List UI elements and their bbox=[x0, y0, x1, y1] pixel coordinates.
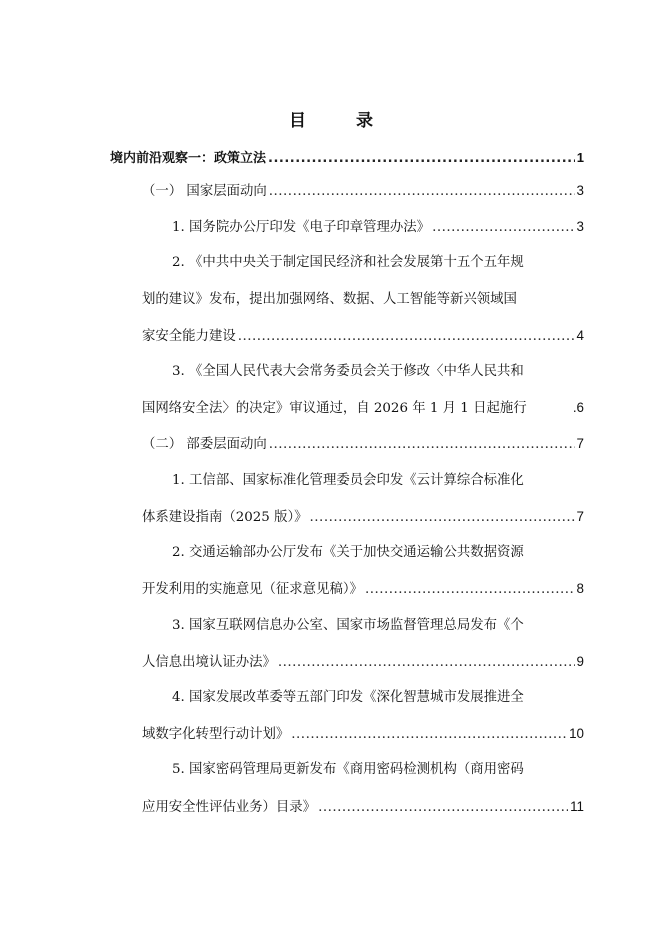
toc-page-number: 11 bbox=[570, 799, 584, 814]
toc-entry-item5-line1[interactable]: 2. 交通运输部办公厅发布《关于加快交通运输公共数据资源 bbox=[172, 545, 524, 560]
toc-entry-item8-line1[interactable]: 5. 国家密码管理局更新发布《商用密码检测机构（商用密码 bbox=[172, 762, 524, 777]
toc-leader-dots bbox=[269, 435, 575, 455]
toc-entry-label: 域数字化转型行动计划》 bbox=[142, 727, 290, 742]
toc-page-number: 8 bbox=[576, 581, 584, 596]
toc-entry-sub1[interactable] bbox=[142, 181, 584, 202]
toc-entry-item3-line1[interactable]: 3. 《全国人民代表大会常务委员会关于修改〈中华人民共和 bbox=[172, 364, 524, 379]
toc-entry-sub2[interactable] bbox=[142, 434, 584, 455]
toc-entry-label: 应用安全性评估业务）目录》 bbox=[142, 800, 317, 815]
toc-page-number: 3 bbox=[576, 219, 584, 234]
toc-entry-item3-line2[interactable] bbox=[142, 398, 584, 419]
toc-entry-label: （二） 部委层面动向 bbox=[142, 437, 267, 452]
toc-page-number: 1 bbox=[576, 150, 584, 165]
toc-title: 目 录 bbox=[289, 111, 395, 131]
toc-entry-item8-line2[interactable] bbox=[142, 797, 584, 818]
toc-entry-item1[interactable] bbox=[172, 217, 584, 238]
toc-entry-item7-line1[interactable]: 4. 国家发展改革委等五部门印发《深化智慧城市发展推进全 bbox=[172, 690, 524, 705]
toc-entry-label: （一） 国家层面动向 bbox=[142, 184, 267, 199]
toc-leader-dots bbox=[365, 580, 575, 600]
toc-leader-dots bbox=[432, 218, 574, 238]
toc-leader-dots bbox=[278, 653, 575, 673]
toc-page-number: 4 bbox=[576, 328, 584, 343]
toc-entry-label: 国网络安全法〉的决定》审议通过，自 2026 年 1 月 1 日起施行 bbox=[142, 401, 527, 416]
toc-page-number: 3 bbox=[576, 183, 584, 198]
toc-entry-label: 1. 国务院办公厅印发《电子印章管理办法》 bbox=[172, 220, 431, 235]
toc-leader-dots bbox=[269, 182, 575, 202]
toc-page-number: 7 bbox=[576, 436, 584, 451]
toc-leader-dots bbox=[238, 327, 575, 347]
toc-entry-item4-line1[interactable]: 1. 工信部、国家标准化管理委员会印发《云计算综合标准化 bbox=[172, 473, 524, 488]
toc-page-number: 7 bbox=[576, 509, 584, 524]
toc-entry-item2-line2[interactable]: 划的建议》发布，提出加强网络、数据、人工智能等新兴领域国 bbox=[142, 292, 517, 307]
toc-entry-item5-line2[interactable] bbox=[142, 579, 584, 600]
toc-entry-label: 家安全能力建设 bbox=[142, 329, 236, 344]
toc-entry-item2-line3[interactable] bbox=[142, 326, 584, 347]
toc-page-number: 9 bbox=[576, 654, 584, 669]
toc-entry-label: 体系建设指南（2025 版）》 bbox=[142, 510, 308, 525]
toc-entry-item4-line2[interactable] bbox=[142, 507, 584, 528]
toc-entry-label: 境内前沿观察一：政策立法 bbox=[110, 151, 267, 166]
toc-entry-item6-line2[interactable] bbox=[142, 652, 584, 673]
toc-page-number: 10 bbox=[569, 726, 584, 741]
toc-entry-item7-line2[interactable] bbox=[142, 724, 584, 745]
toc-leader-dots bbox=[318, 798, 568, 818]
toc-entry-item2-line1[interactable]: 2. 《中共中央关于制定国民经济和社会发展第十五个五年规 bbox=[172, 255, 524, 270]
toc-entry-label: 开发利用的实施意见（征求意见稿）》 bbox=[142, 582, 363, 597]
toc-leader-dots bbox=[268, 149, 575, 169]
toc-entry-item6-line1[interactable]: 3. 国家互联网信息办公室、国家市场监督管理总局发布《个 bbox=[172, 618, 524, 633]
toc-entry-section1[interactable] bbox=[110, 148, 584, 169]
toc-page-number: .6 bbox=[572, 400, 584, 415]
toc-entry-label: 人信息出境认证办法》 bbox=[142, 655, 276, 670]
toc-leader-dots bbox=[291, 725, 567, 745]
toc-leader-dots bbox=[310, 508, 575, 528]
